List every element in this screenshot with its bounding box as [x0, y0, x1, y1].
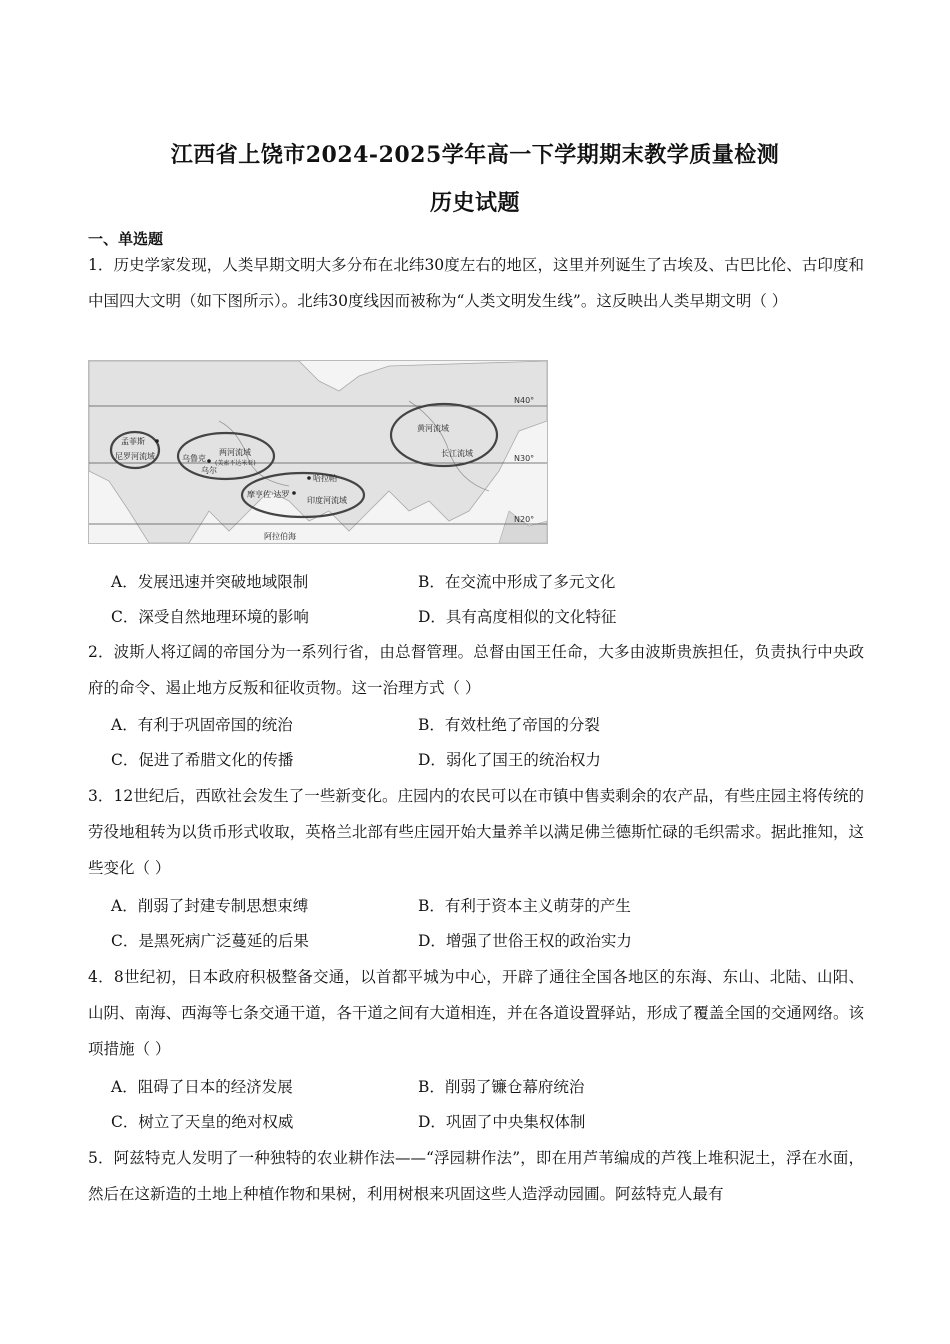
- map-label-arabian: 阿拉伯海: [264, 532, 296, 541]
- map-label-yellow: 黄河流域: [417, 424, 449, 433]
- q1-option-b: B．在交流中形成了多元文化: [418, 573, 616, 591]
- exam-subtitle: 历史试题: [429, 190, 520, 216]
- q3-option-c: C．是黑死病广泛蔓延的后果: [111, 932, 309, 950]
- map-label-memphis: 孟菲斯: [121, 437, 145, 446]
- question-1-text: 1．历史学家发现，人类早期文明大多分布在北纬30度左右的地区，这里并列诞生了古埃及、古巴比伦、古印度和中国四大文明（如下图所示）。北纬30度线因而被称为“人类文明发生线”。这反映出人类早期文明（ ）: [88, 256, 864, 310]
- q3-option-d: D．增强了世俗王权的政治实力: [418, 932, 632, 950]
- lat-label-30: N30°: [514, 454, 535, 463]
- q4-option-a: A．阻碍了日本的经济发展: [111, 1078, 293, 1096]
- map-label-ur2: 乌尔: [201, 466, 217, 475]
- map-label-harappa: 哈拉帕: [313, 474, 337, 483]
- map-label-ur: 乌鲁克: [182, 454, 206, 463]
- question-3-text: 3．12世纪后，西欧社会发生了一些新变化。庄园内的农民可以在市镇中售卖剩余的农产品，有些庄园主将传统的劳役地租转为以货币形式收取，英格兰北部有些庄园开始大量养羊以满足佛兰德斯忙碌的毛织需求。据此推知，这些变化（ ）: [88, 787, 864, 877]
- map-label-meso: 两河流域: [219, 448, 251, 457]
- q1-option-c: C．深受自然地理环境的影响: [111, 608, 309, 626]
- map-label-mohenjo: 摩亨佐·达罗: [247, 490, 290, 499]
- question-5-text: 5．阿兹特克人发明了一种独特的农业耕作法——“浮园耕作法”，即在用芦苇编成的芦筏上堆积泥土，浮在水面，然后在这新造的土地上种植作物和果树，利用树根来巩固这些人造浮动园圃。阿兹特克人最有: [88, 1149, 864, 1203]
- lat-label-40: N40°: [514, 396, 535, 405]
- q1-option-d: D．具有高度相似的文化特征: [418, 608, 617, 626]
- q4-option-c: C．树立了天皇的绝对权威: [111, 1113, 294, 1131]
- question-2-text: 2．波斯人将辽阔的帝国分为一系列行省，由总督管理。总督由国王任命，大多由波斯贵族担任，负责执行中央政府的命令、遏止地方反叛和征收贡物。这一治理方式（ ）: [88, 643, 864, 697]
- q3-option-b: B．有利于资本主义萌芽的产生: [418, 897, 631, 915]
- q2-option-c: C．促进了希腊文化的传播: [111, 751, 294, 769]
- map-label-yangtze: 长江流域: [441, 449, 473, 458]
- q2-option-d: D．弱化了国王的统治权力: [418, 751, 601, 769]
- q4-option-b: B．削弱了镰仓幕府统治: [418, 1078, 585, 1096]
- section-heading: 一、单选题: [88, 230, 164, 248]
- q2-option-a: A．有利于巩固帝国的统治: [111, 716, 293, 734]
- map-label-meso-note: (美索不达米亚): [215, 460, 256, 467]
- civilization-map: [88, 360, 548, 544]
- exam-title: 江西省上饶市2024-2025学年高一下学期期末教学质量检测: [170, 142, 780, 168]
- q4-option-d: D．巩固了中央集权体制: [418, 1113, 586, 1131]
- question-4-text: 4．8世纪初，日本政府积极整备交通，以首都平城为中心，开辟了通往全国各地区的东海、东山、北陆、山阳、山阴、南海、西海等七条交通干道，各干道之间有大道相连，并在各道设置驿站，形成了覆盖全国的交通网络。该项措施（ ）: [88, 968, 864, 1058]
- lat-label-20: N20°: [514, 515, 535, 524]
- q3-option-a: A．削弱了封建专制思想束缚: [111, 897, 309, 915]
- map-label-indus: 印度河流域: [307, 496, 347, 505]
- q2-option-b: B．有效杜绝了帝国的分裂: [418, 716, 600, 734]
- map-label-nile: 尼罗河流域: [115, 452, 155, 461]
- q1-option-a: A．发展迅速并突破地域限制: [111, 573, 309, 591]
